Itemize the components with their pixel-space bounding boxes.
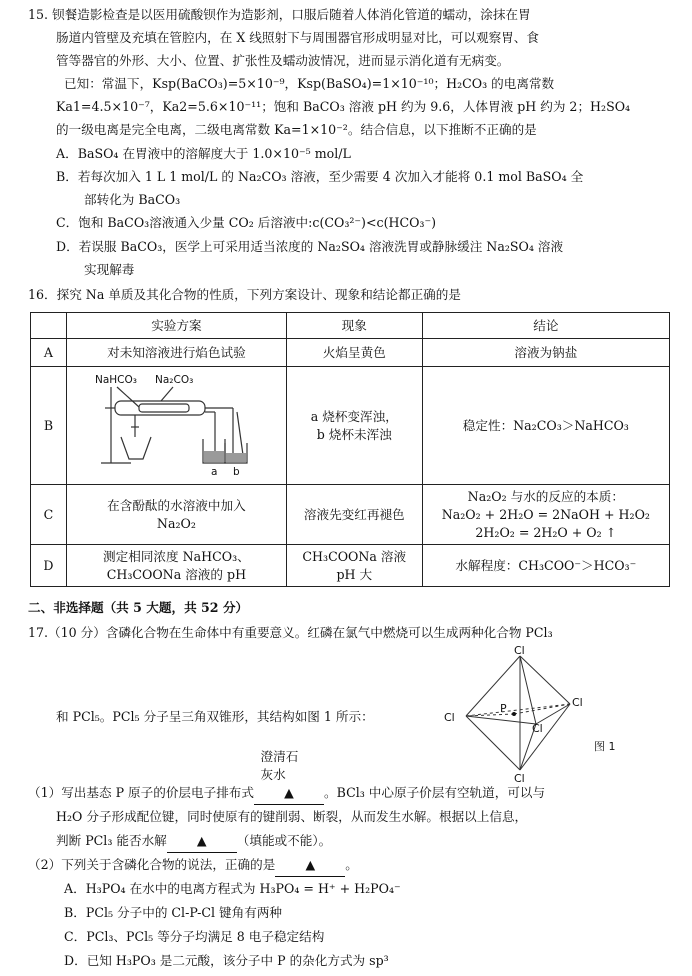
limewater-label-line1: 澄清石 — [260, 748, 299, 764]
conclusion-cell: 水解程度：CH₃COO⁻＞HCO₃⁻ — [422, 545, 669, 587]
limewater-label — [261, 748, 299, 784]
row-label: C — [31, 485, 67, 545]
q17-stem-line: 和 PCl₅。PCl₅ 分子呈三角双锥形，其结构如图 1 所示： — [56, 709, 374, 724]
table-row — [31, 485, 670, 545]
answer-blank-1[interactable]: ▲ — [254, 782, 324, 805]
table-header-phenomenon: 现象 — [286, 313, 422, 339]
phenomenon-line: CH₃COONa 溶液 — [302, 548, 407, 564]
table-row — [31, 339, 670, 367]
q17-part1-text: 判断 PCl₃ 能否水解 — [56, 833, 167, 848]
nahco3-label: NaHCO₃ — [95, 374, 138, 386]
table-header-conclusion: 结论 — [422, 313, 669, 339]
q15-stem-line: Ka1=4.5×10⁻⁷，Ka2=5.6×10⁻¹¹；饱和 BaCO₃ 溶液 pH 约为 9.6，人体胃液 pH 约为 2；H₂SO₄ — [56, 99, 631, 114]
pcl5-structure-figure — [436, 644, 656, 784]
q15-option: D．若误服 BaCO₃，医学上可采用适当浓度的 Na₂SO₄ 溶液洗胃或静脉缓注 Na₂SO₄ 溶液 — [56, 239, 564, 254]
q17-stem-line: 17.（10 分）含磷化合物在生命体中有重要意义。红磷在氯气中燃烧可以生成两种化合物 PCl₃ — [28, 625, 553, 640]
q17-option: C．PCl₃、PCl₅ 等分子均满足 8 电子稳定结构 — [64, 929, 325, 944]
q17-part2-text: （2）下列关于含磷化合物的说法，正确的是 — [28, 857, 276, 872]
q17-option: B．PCl₅ 分子中的 Cl-P-Cl 键角有两种 — [64, 905, 283, 920]
cl-atom-left: Cl — [444, 711, 455, 724]
row-label: A — [31, 339, 67, 367]
table-header-row — [31, 313, 670, 339]
conclusion-cell: 溶液为钠盐 — [422, 339, 669, 367]
phenomenon-cell: 火焰呈黄色 — [286, 339, 422, 367]
q16-stem: 16．探究 Na 单质及其化合物的性质，下列方案设计、现象和结论都正确的是 — [28, 287, 461, 302]
section-title: 二、非选择题（共 5 大题，共 52 分） — [28, 600, 249, 615]
plan-cell — [66, 485, 286, 545]
phosphorus-atom — [512, 712, 516, 716]
apparatus-drawing — [101, 387, 247, 463]
q15-option: 实现解毒 — [84, 262, 135, 277]
plan-cell — [66, 545, 286, 587]
figure-caption: 图 1 — [594, 740, 616, 753]
answer-blank-2[interactable]: ▲ — [167, 830, 237, 853]
table-row — [31, 545, 670, 587]
beaker-a-label: a — [211, 466, 218, 478]
heating-apparatus-diagram — [71, 367, 281, 479]
q17-part1-line: H₂O 分子形成配位键，同时使原有的键削弱、断裂，从而发生水解。根据以上信息， — [56, 809, 528, 824]
plan-line: 在含酚酞的水溶液中加入 — [107, 497, 246, 513]
q17-part1-text: 。BCl₃ 中心原子价层有空轨道，可以与 — [324, 785, 546, 800]
pcl5-bonds — [466, 656, 570, 770]
conclusion-line: Na₂O₂ + 2H₂O = 2NaOH + H₂O₂ — [441, 506, 650, 522]
table-row — [31, 367, 670, 485]
q17-part1-line — [28, 782, 545, 805]
plan-line: CH₃COONa 溶液的 pH — [106, 566, 247, 582]
phenomenon-line: a 烧杯变浑浊， — [310, 408, 398, 424]
beaker-b-label: b — [233, 466, 241, 478]
phenomenon-cell: 溶液先变红再褪色 — [286, 485, 422, 545]
table-header-plan: 实验方案 — [66, 313, 286, 339]
cl-atom-top: Cl — [514, 644, 525, 657]
q17-part1-text: （填能或不能）。 — [236, 833, 332, 848]
q15-stem-line: 管等器官的外形、大小、位置、扩张性及蠕动波情况，进而显示消化道有无病变。 — [56, 53, 510, 68]
phenomenon-line: pH 大 — [336, 566, 373, 582]
phenomenon-cell — [286, 367, 422, 485]
q17-option: A．H₃PO₄ 在水中的电离方程式为 H₃PO₄ = H⁺ + H₂PO₄⁻ — [64, 881, 401, 896]
answer-blank-3[interactable]: ▲ — [275, 854, 345, 877]
cl-atom-front: Cl — [532, 722, 543, 735]
row-label: B — [31, 367, 67, 485]
cl-atom-right: Cl — [572, 696, 583, 709]
cl-atom-bottom: Cl — [514, 772, 525, 784]
conclusion-line: Na₂O₂ 与水的反应的本质： — [467, 488, 624, 504]
q15-option: B．若每次加入 1 L 1 mol/L 的 Na₂CO₃ 溶液，至少需要 4 次加入才能将 0.1 mol BaSO₄ 全 — [56, 169, 584, 184]
table-header-blank — [31, 313, 67, 339]
na2co3-label: Na₂CO₃ — [155, 374, 194, 386]
conclusion-cell: 稳定性：Na₂CO₃＞NaHCO₃ — [422, 367, 669, 485]
q15-option: 部转化为 BaCO₃ — [84, 192, 181, 207]
q17-part2-text: 。 — [345, 857, 358, 872]
q15-option: C．饱和 BaCO₃溶液通入少量 CO₂ 后溶液中:c(CO₃²⁻)<c(HCO₃⁻) — [56, 215, 437, 230]
phenomenon-cell — [286, 545, 422, 587]
q17-part1-text: （1）写出基态 P 原子的价层电子排布式 — [28, 785, 254, 800]
plan-line: 测定相同浓度 NaHCO₃、 — [103, 548, 250, 564]
q17-part2-line — [28, 854, 358, 877]
row-label: D — [31, 545, 67, 587]
q15-stem-line: 的一级电离是完全电离，二级电离常数 Ka=1×10⁻²。结合信息，以下推断不正确的是 — [56, 122, 537, 137]
plan-line: Na₂O₂ — [156, 515, 196, 531]
q15-stem-line: 已知：常温下，Ksp(BaCO₃)=5×10⁻⁹，Ksp(BaSO₄)=1×10⁻¹⁰；H₂CO₃ 的电离常数 — [64, 76, 555, 91]
q15-option: A．BaSO₄ 在胃液中的溶解度大于 1.0×10⁻⁵ mol/L — [56, 146, 351, 161]
phenomenon-line: b 烧杯未浑浊 — [316, 426, 392, 442]
conclusion-cell — [422, 485, 669, 545]
conclusion-line: 2H₂O₂ = 2H₂O + O₂ ↑ — [475, 524, 617, 540]
q15-stem-line: 肠道内管壁及充填在管腔内，在 X 线照射下与周围器官形成明显对比，可以观察胃、食 — [56, 30, 539, 45]
p-atom-label: P — [500, 702, 507, 715]
plan-cell: 对未知溶液进行焰色试验 — [66, 339, 286, 367]
q17-option: D．已知 H₃PO₃ 是二元酸，该分子中 P 的杂化方式为 sp³ — [64, 953, 389, 968]
q17-part1-line — [56, 830, 331, 853]
limewater-label-line2: 灰水 — [260, 766, 286, 782]
q15-stem-line: 15. 钡餐造影检查是以医用硫酸钡作为造影剂，口服后随着人体消化管道的蠕动，涂抹在胃 — [28, 7, 531, 22]
